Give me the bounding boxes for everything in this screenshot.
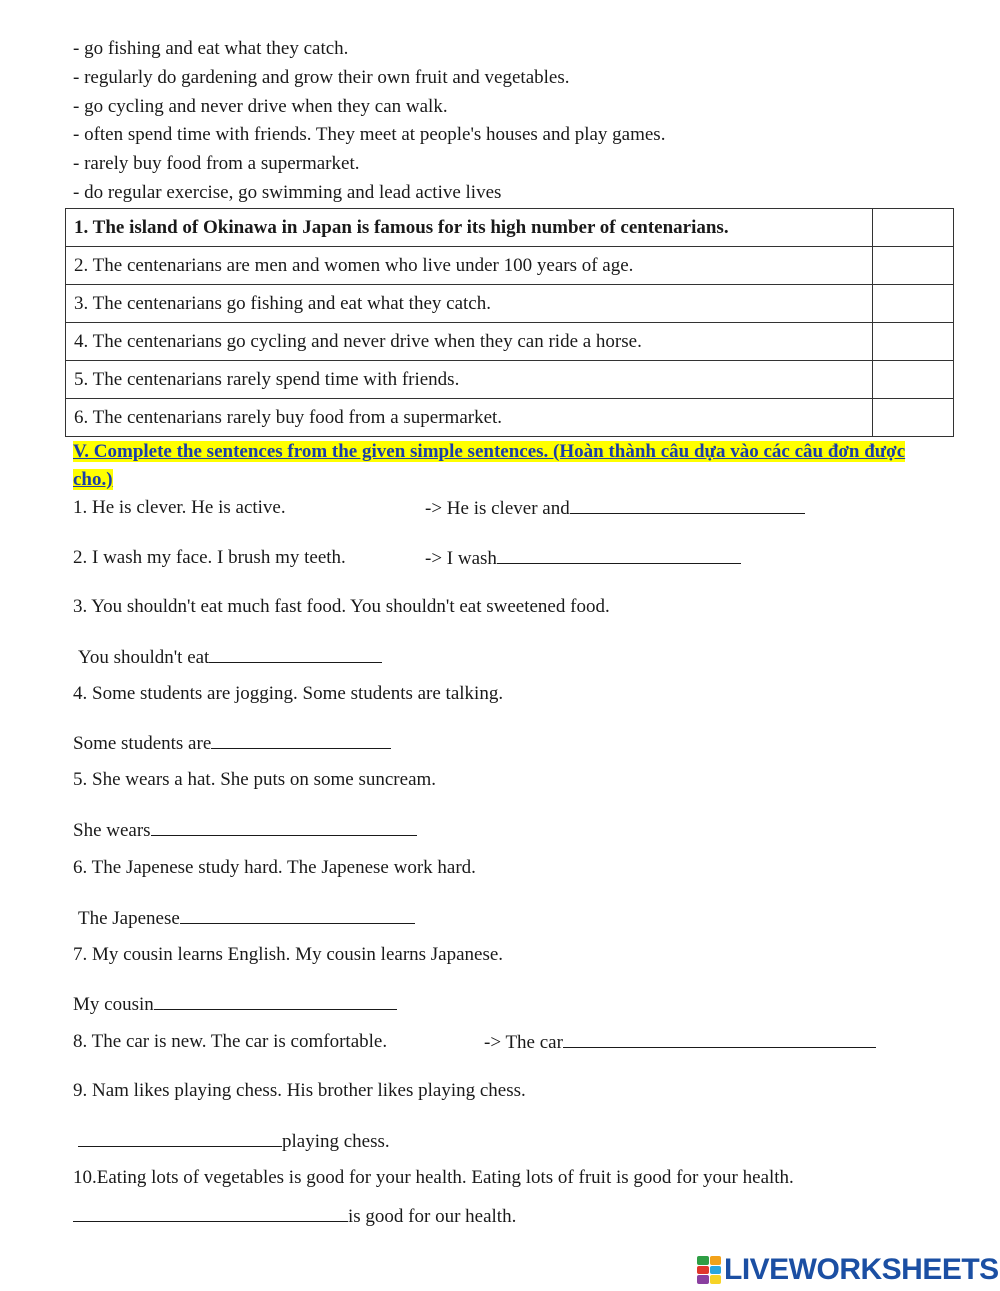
q10-answer: [73, 1204, 516, 1229]
q2-answer-prefix: -> I wash: [425, 548, 497, 569]
benefit-line: - do regular exercise, go swimming and lead active lives: [73, 182, 502, 203]
q6-blank[interactable]: [180, 906, 415, 924]
q3-answer-prefix: You shouldn't eat: [78, 647, 210, 668]
section-v-heading: [73, 438, 943, 494]
q8-blank[interactable]: [563, 1030, 876, 1048]
q5-prompt: 5. She wears a hat. She puts on some suncream.: [73, 769, 437, 790]
answer-cell[interactable]: [873, 399, 954, 437]
q3-answer: [78, 645, 382, 670]
q8-answer-prefix: -> The car: [484, 1032, 563, 1053]
benefit-line: - go cycling and never drive when they can walk.: [73, 96, 448, 117]
q7-prompt: 7. My cousin learns English. My cousin learns Japanese.: [73, 944, 504, 965]
section-v-heading-text: V. Complete the sentences from the given simple sentences. (Hoàn thành câu dựa vào các câu đơn được cho.): [73, 441, 906, 490]
q5-answer-prefix: She wears: [73, 820, 151, 841]
q9-answer-suffix: playing chess.: [282, 1131, 390, 1152]
q5-answer: [73, 818, 417, 843]
statement-cell: 6. The centenarians rarely buy food from a supermarket.: [66, 399, 873, 437]
benefit-line: - rarely buy food from a supermarket.: [73, 153, 360, 174]
q9-answer: [78, 1129, 390, 1154]
table-row: [66, 209, 954, 247]
q7-answer: [73, 992, 397, 1017]
q6-answer: [78, 906, 415, 931]
statement-cell: 3. The centenarians go fishing and eat what they catch.: [66, 285, 873, 323]
q7-answer-prefix: My cousin: [73, 994, 154, 1015]
true-false-table: [65, 208, 954, 437]
answer-cell[interactable]: [873, 285, 954, 323]
answer-cell[interactable]: [873, 209, 954, 247]
benefit-line: - often spend time with friends. They meet at people's houses and play games.: [73, 124, 666, 145]
q4-answer: [73, 731, 391, 756]
table-row: [66, 323, 954, 361]
q10-prompt: 10.Eating lots of vegetables is good for your health. Eating lots of fruit is good for your health.: [73, 1167, 794, 1188]
benefit-line: - go fishing and eat what they catch.: [73, 38, 349, 59]
q3-blank[interactable]: [209, 645, 382, 663]
answer-cell[interactable]: [873, 323, 954, 361]
q7-blank[interactable]: [154, 992, 397, 1010]
q2-blank[interactable]: [497, 546, 741, 564]
logo-text: LIVEWORKSHEETS: [724, 1253, 999, 1286]
logo-mark-icon: [697, 1256, 721, 1284]
q10-answer-suffix: is good for our health.: [348, 1206, 517, 1227]
statement-cell: 5. The centenarians rarely spend time with friends.: [66, 361, 873, 399]
table-row: [66, 361, 954, 399]
statement-cell: 4. The centenarians go cycling and never drive when they can ride a horse.: [66, 323, 873, 361]
q4-blank[interactable]: [211, 731, 391, 749]
q6-prompt: 6. The Japenese study hard. The Japenese work hard.: [73, 857, 476, 878]
statement-cell: 2. The centenarians are men and women who live under 100 years of age.: [66, 247, 873, 285]
table-row: [66, 247, 954, 285]
q2-prompt: 2. I wash my face. I brush my teeth.: [73, 547, 346, 568]
table-row: [66, 399, 954, 437]
statement-cell: 1. The island of Okinawa in Japan is famous for its high number of centenarians.: [66, 209, 873, 247]
table-row: [66, 285, 954, 323]
q8-answer: [484, 1030, 876, 1055]
q1-blank[interactable]: [570, 496, 805, 514]
q1-answer-prefix: -> He is clever and: [425, 498, 570, 519]
answer-cell[interactable]: [873, 247, 954, 285]
liveworksheets-logo: [697, 1255, 999, 1285]
q1-answer: [425, 496, 805, 521]
q3-prompt: 3. You shouldn't eat much fast food. You shouldn't eat sweetened food.: [73, 596, 610, 617]
answer-cell[interactable]: [873, 361, 954, 399]
benefit-line: - regularly do gardening and grow their own fruit and vegetables.: [73, 67, 570, 88]
q5-blank[interactable]: [151, 818, 417, 836]
q10-blank[interactable]: [73, 1204, 348, 1222]
q2-answer: [425, 546, 741, 571]
q8-prompt: 8. The car is new. The car is comfortable.: [73, 1031, 388, 1052]
q9-prompt: 9. Nam likes playing chess. His brother likes playing chess.: [73, 1080, 526, 1101]
q6-answer-prefix: The Japenese: [78, 908, 180, 929]
q4-answer-prefix: Some students are: [73, 733, 212, 754]
q4-prompt: 4. Some students are jogging. Some students are talking.: [73, 683, 504, 704]
q1-prompt: 1. He is clever. He is active.: [73, 497, 286, 518]
q9-blank[interactable]: [78, 1129, 282, 1147]
